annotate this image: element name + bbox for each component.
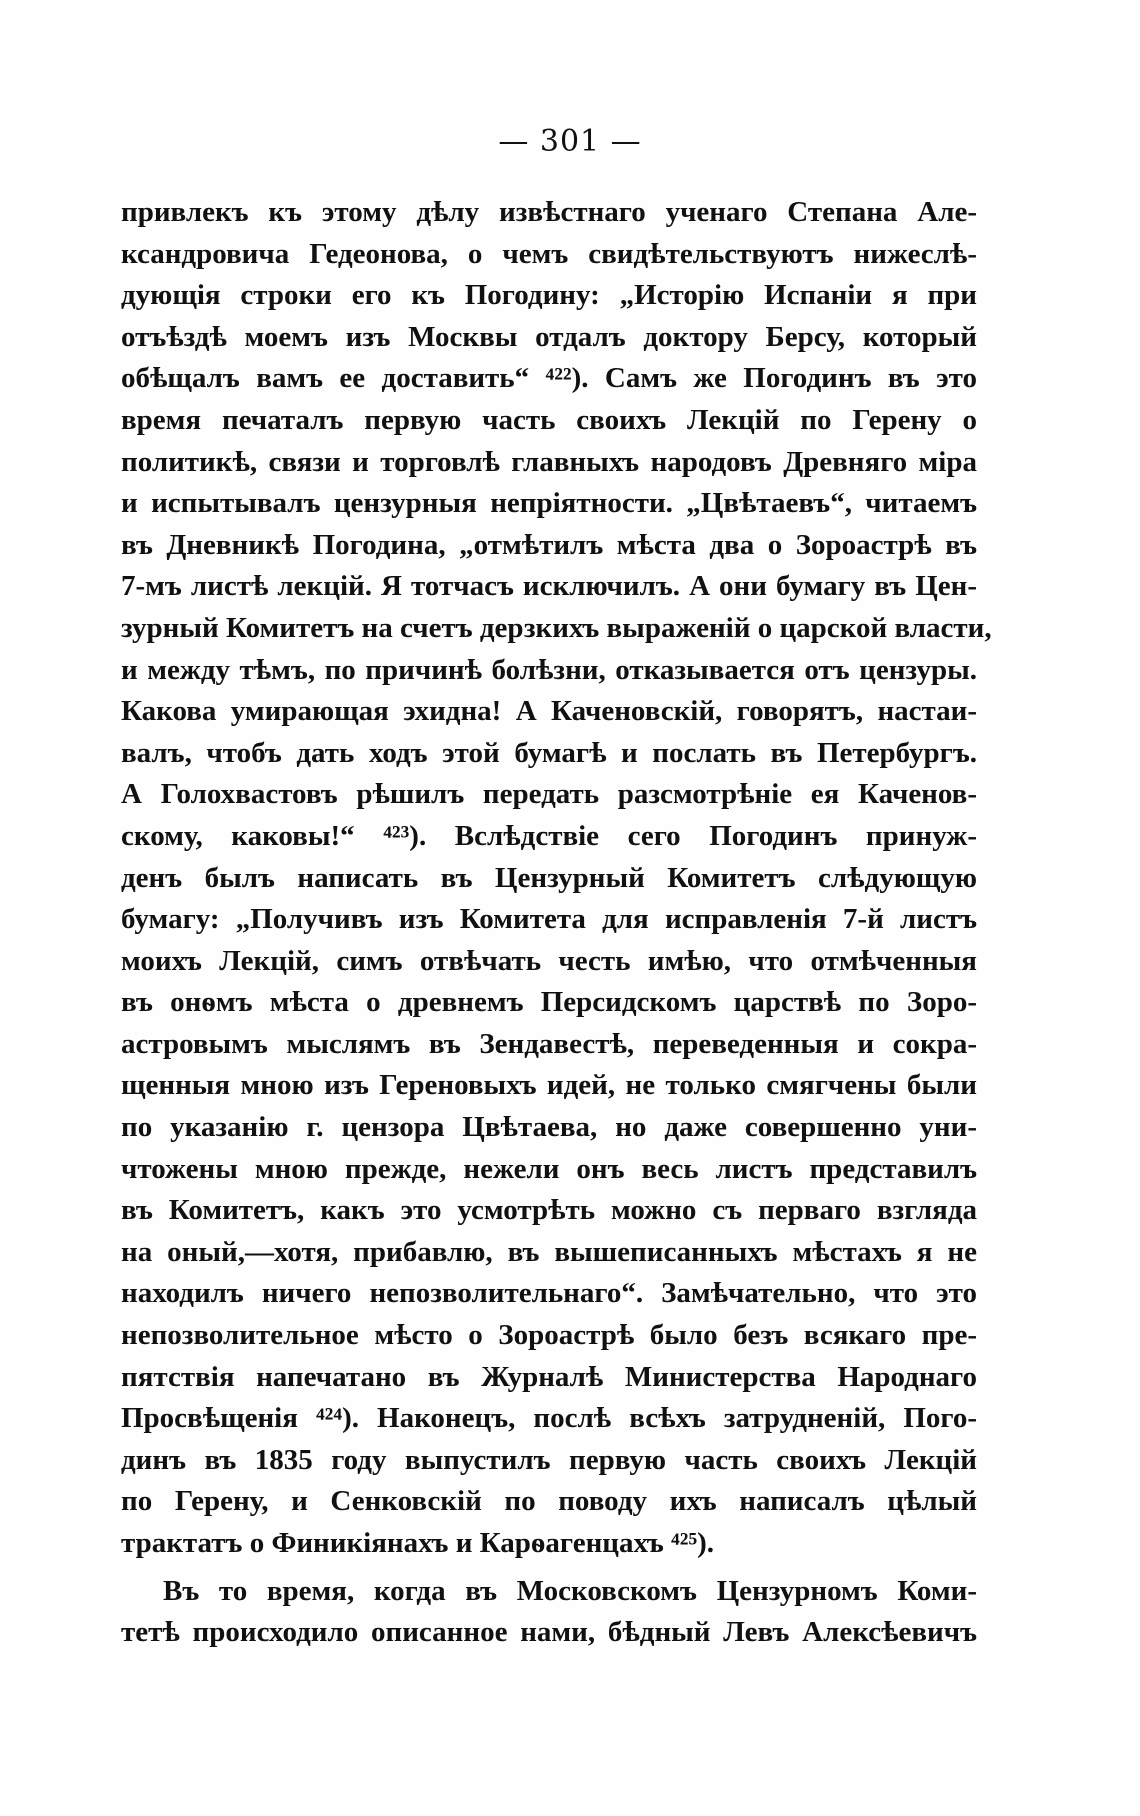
text-line: въ онѳмъ мѣста о древнемъ Персидскомъ царствѣ по Зоро- [121, 986, 977, 1019]
text-line: Просвѣщенія ⁴²⁴). Наконецъ, послѣ всѣхъ затрудненій, Пого- [121, 1402, 977, 1435]
text-line: пятствія напечатано въ Журналѣ Министерства Народнаго [121, 1360, 977, 1393]
text-line: привлекъ къ этому дѣлу извѣстнаго ученаго Степана Але- [121, 196, 977, 228]
text-line: тетѣ происходило описанное нами, бѣдный Левъ Алексѣевичъ [121, 1616, 977, 1649]
text-line: по указанію г. цензора Цвѣтаева, но даже совершенно уни- [121, 1111, 977, 1144]
text-line: моихъ Лекцій, симъ отвѣчать честь имѣю, что отмѣченныя [121, 944, 977, 977]
text-line: непозволительное мѣсто о Зороастрѣ было безъ всякаго пре- [121, 1319, 977, 1352]
text-line: трактатъ о Финикіянахъ и Карѳагенцахъ ⁴²⁵). [121, 1527, 715, 1559]
text-line: 7-мъ листѣ лекцій. Я тотчасъ исключилъ. А они бумагу въ Цен- [121, 570, 977, 603]
text-line: А Голохвастовъ рѣшилъ передать разсмотрѣніе ея Каченов- [121, 778, 977, 811]
text-line: ксандровича Гедеонова, о чемъ свидѣтельствуютъ нижеслѣ- [121, 237, 977, 270]
text-line: щенныя мною изъ Гереновыхъ идей, не только смягчены были [121, 1069, 977, 1102]
text-line: политикѣ, связи и торговлѣ главныхъ народовъ Древняго міра [121, 445, 977, 478]
body-text [121, 192, 992, 1654]
text-line: астровымъ мыслямъ въ Зендавестѣ, переведенныя и сокра- [121, 1027, 977, 1060]
text-line: на оный,—хотя, прибавлю, въ вышеписанныхъ мѣстахъ я не [121, 1235, 977, 1268]
text-line: находилъ ничего непозволительнаго“. Замѣчательно, что это [121, 1277, 977, 1310]
page-number: — 301 — [498, 124, 642, 159]
text-line: дующія строки его къ Погодину: „Исторію Испаніи я при [121, 279, 977, 312]
text-line: по Герену, и Сенковскій по поводу ихъ написалъ цѣлый [121, 1485, 977, 1518]
text-line: чтожены мною прежде, нежели онъ весь листъ представилъ [121, 1152, 977, 1185]
text-line: бумагу: „Получивъ изъ Комитета для исправленія 7-й листъ [121, 903, 977, 936]
text-line: Въ то время, когда въ Московскомъ Цензурномъ Коми- [163, 1574, 977, 1607]
text-line: обѣщалъ вамъ ее доставить“ ⁴²²). Самъ же Погодинъ въ это [121, 362, 977, 395]
text-line: отъѣздѣ моемъ изъ Москвы отдалъ доктору Берсу, который [121, 320, 977, 353]
text-line: и испытывалъ цензурныя непріятности. „Цвѣтаевъ“, читаемъ [121, 487, 977, 520]
text-line: въ Дневникѣ Погодина, „отмѣтилъ мѣста два о Зороастрѣ въ [121, 528, 977, 561]
text-line: время печаталъ первую часть своихъ Лекцій по Герену о [121, 403, 977, 436]
text-line: и между тѣмъ, по причинѣ болѣзни, отказывается отъ цензуры. [121, 653, 977, 686]
text-line: валъ, чтобъ дать ходъ этой бумагѣ и послать въ Петербургъ. [121, 736, 977, 769]
text-line: въ Комитетъ, какъ это усмотрѣть можно съ перваго взгляда [121, 1194, 977, 1227]
text-line: Какова умирающая эхидна! А Каченовскій, говорятъ, настаи- [121, 695, 977, 728]
text-line: зурный Комитетъ на счетъ дерзкихъ выраженій о царской власти, [121, 611, 992, 644]
text-line: динъ въ 1835 году выпустилъ первую часть своихъ Лекцій [121, 1443, 977, 1476]
text-line: скому, каковы!“ ⁴²³). Вслѣдствіе сего Погодинъ принуж- [121, 819, 977, 852]
text-line: денъ былъ написать въ Цензурный Комитетъ слѣдующую [121, 861, 977, 894]
